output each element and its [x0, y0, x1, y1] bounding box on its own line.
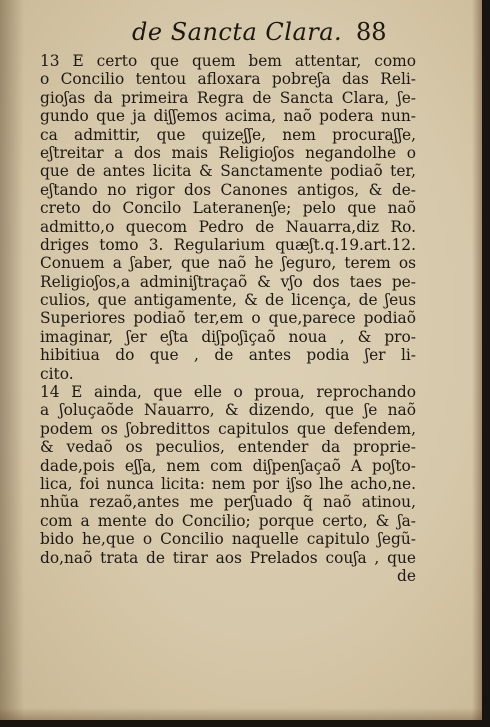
text-line: Conuem a ʃaber, que naõ he ʃeguro, terem os [40, 254, 416, 273]
text-line: eʃtreitar a dos mais Religioʃos negandolhe o [40, 143, 416, 162]
page-edge-right [472, 0, 482, 720]
text-line: dade,pois eʃʃa, nem com diʃpenʃaçaõ A poʃto- [40, 456, 416, 475]
text-line: podem os ʃobredittos capitulos que defendem, [40, 419, 416, 438]
text-line: Religioʃos,a adminiʃtraçaõ & vʃo dos taes pe- [40, 272, 416, 291]
gutter-shadow [0, 0, 24, 720]
text-line: do,naõ trata de tirar aos Prelados couʃa , que [40, 548, 416, 567]
text-line: lica, foi nunca licita: nem por iʃso lhe acho,ne. [40, 474, 416, 493]
text-line: que de antes licita & Sanctamente podiaõ ter, [40, 162, 416, 181]
text-line: & vedaõ os peculios, entender da proprie- [40, 438, 416, 457]
text-line: a ʃoluçaõde Nauarro, & dizendo, que ʃe naõ [40, 401, 416, 420]
text-line: Superiores podiaõ ter,em o que,parece podiaõ [40, 309, 416, 328]
text-line: 13 E certo que quem bem attentar, como [40, 52, 416, 70]
text-line: driges tomo 3. Regularium quæʃt.q.19.art.12. [40, 235, 416, 254]
text-line: imaginar, ʃer eʃta diʃpoʃiçaõ noua , & pro- [40, 327, 416, 346]
running-head: de Sancta Clara. [132, 18, 343, 46]
text-line: gundo que ja diʃʃemos acima, naõ podera nun- [40, 107, 416, 126]
text-line: o Concilio tentou afloxara pobreʃa das Reli- [40, 70, 416, 89]
text-line: ca admittir, que quizeʃʃe, nem procuraʃʃe, [40, 125, 416, 144]
text-line: creto do Concilo Lateranenʃe; pelo que naõ [40, 199, 416, 218]
catchword: de [397, 566, 416, 585]
text-line: cito. [40, 364, 74, 383]
text-line: gioʃas da primeira Regra de Sancta Clara, ʃe- [40, 88, 416, 107]
text-line: admitto,o quecom Pedro de Nauarra,diz Ro. [40, 217, 416, 236]
text-line: 14 E ainda, que elle o proua, reprochando [40, 383, 416, 402]
text-line: culios, que antigamente, & de licença, de ʃeus [40, 291, 416, 310]
text-line: bido he,que o Concilio naquelle capitulo ʃegũ- [40, 530, 416, 549]
text-line: nhũa rezaõ,antes me perʃuado q̃ naõ atinou, [40, 493, 416, 512]
page-number: 88 [356, 18, 387, 46]
text-line: com a mente do Concilio; porque certo, & ʃa- [40, 511, 416, 530]
body-text [40, 52, 416, 585]
text-line: eʃtando no rigor dos Canones antigos, & de- [40, 180, 416, 199]
page-header [0, 18, 482, 50]
text-line: hibitiua do que , de antes podia ʃer li- [40, 346, 416, 365]
page-edge-bottom [0, 708, 482, 720]
